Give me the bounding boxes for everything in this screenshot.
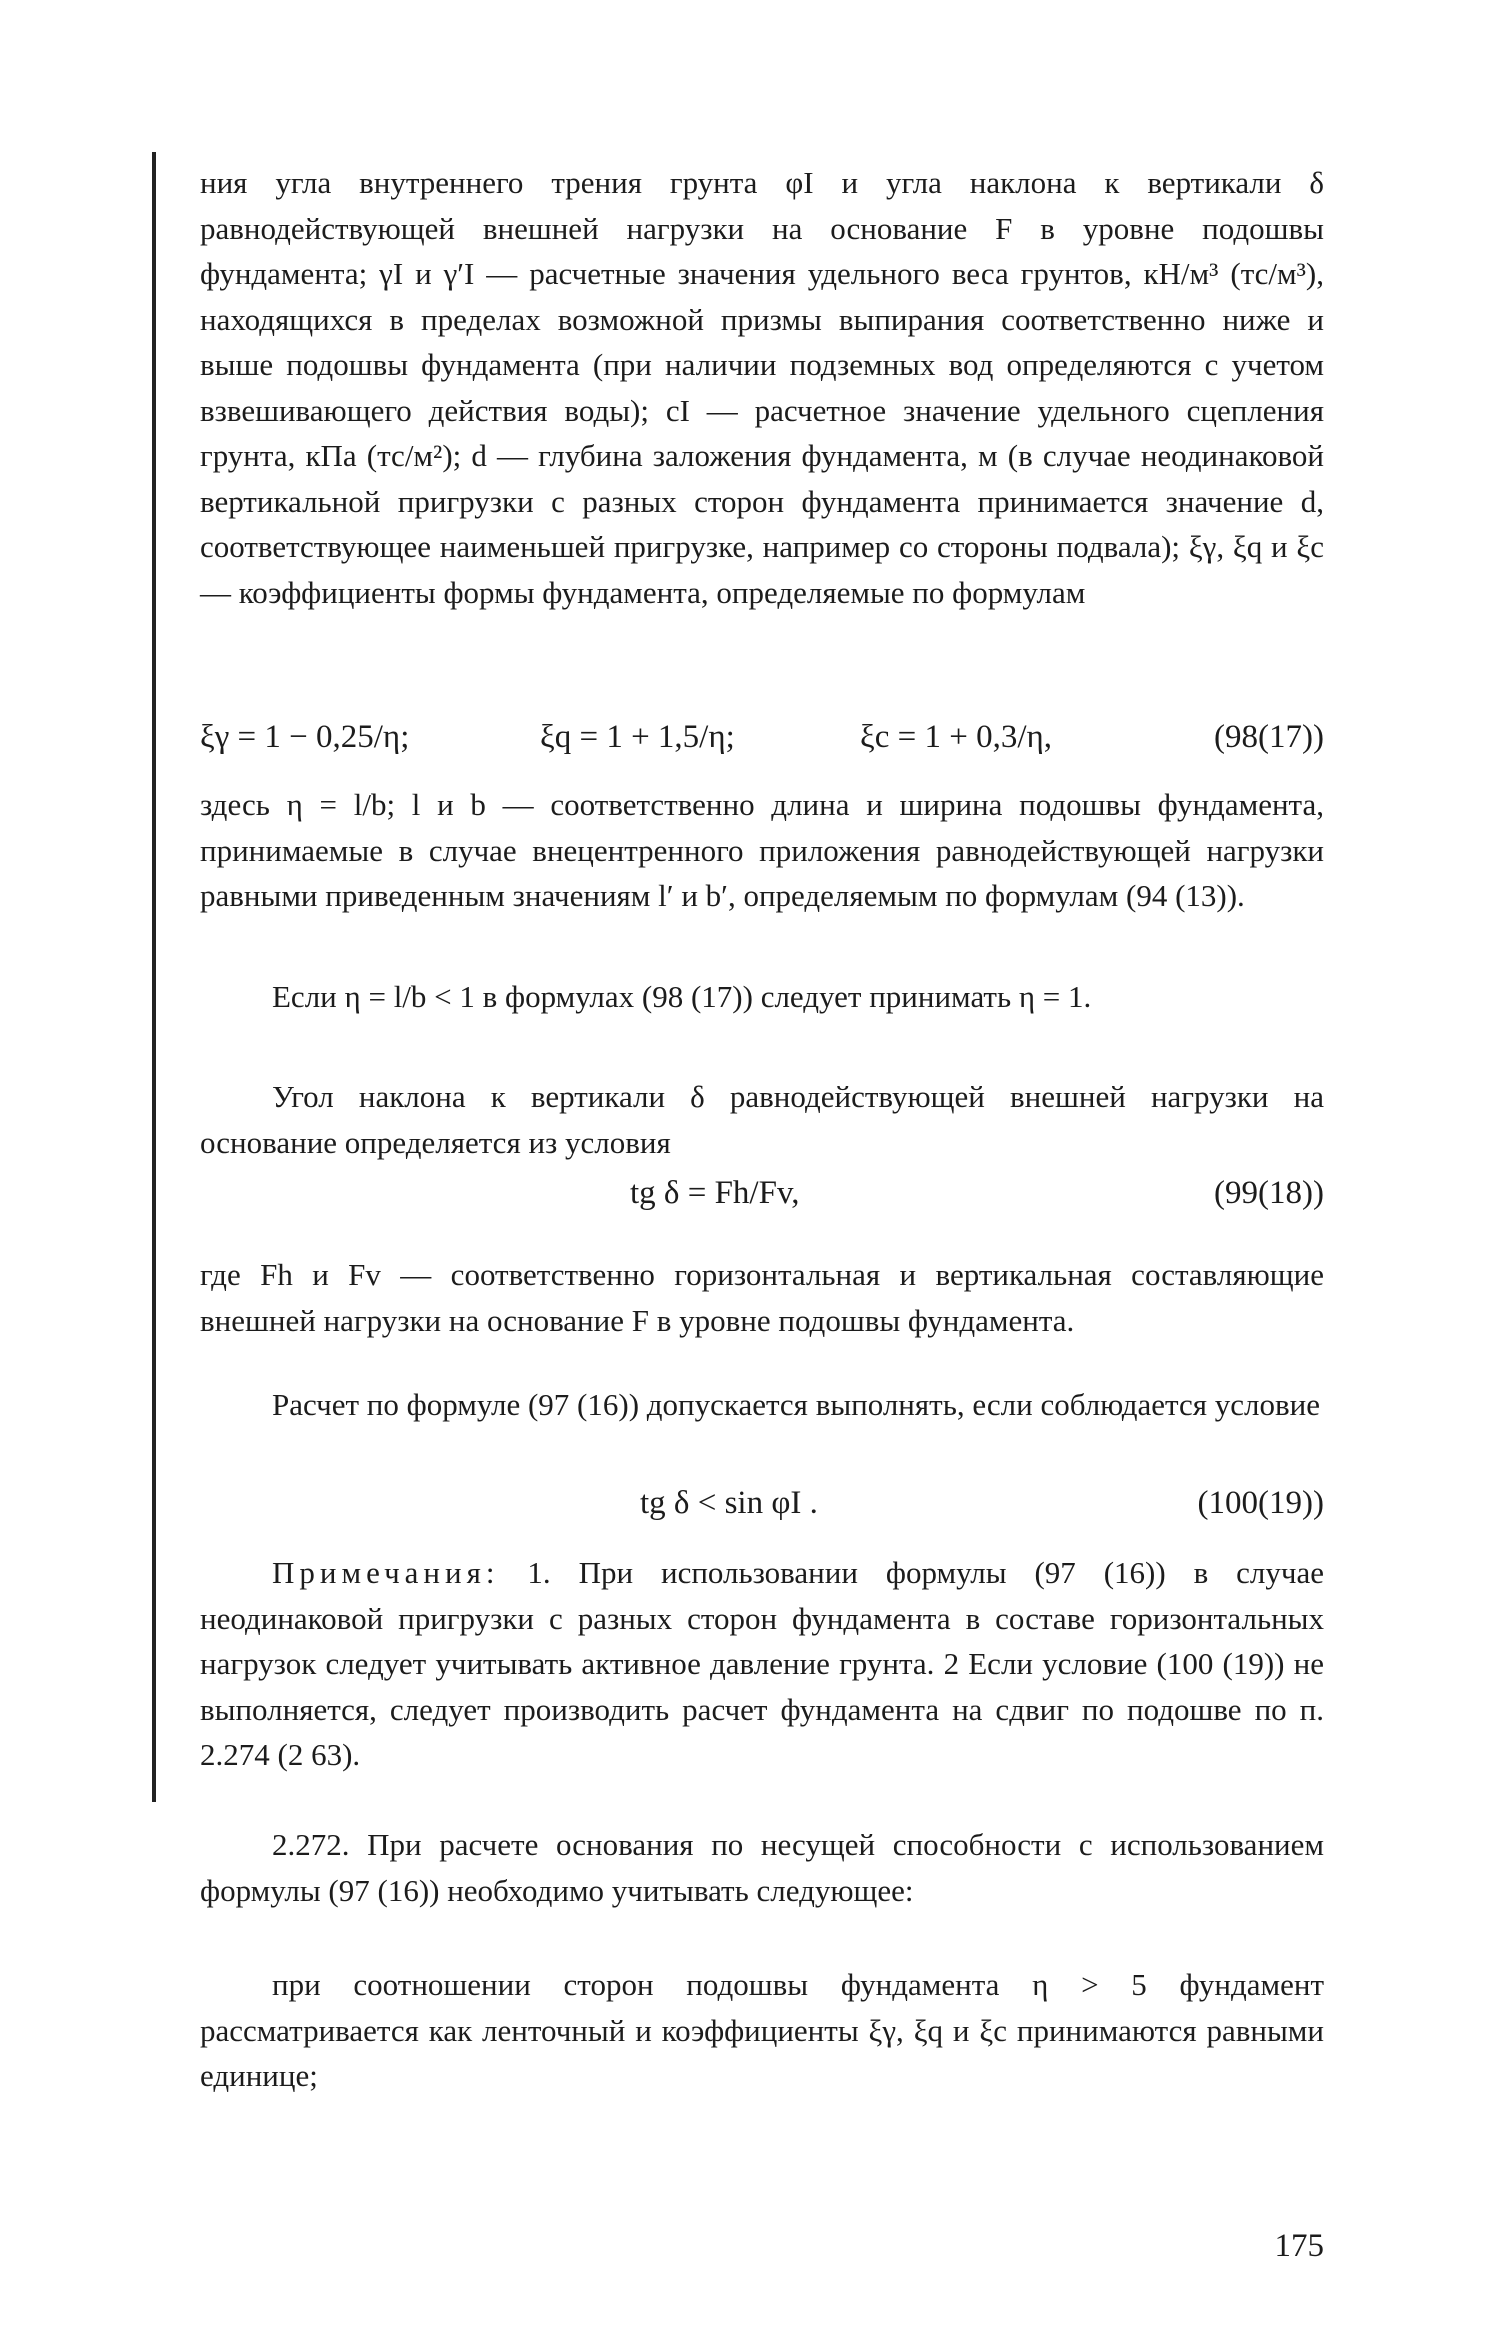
equation-99-expression: tg δ = Fh/Fv, (630, 1175, 800, 1211)
paragraph-definitions (200, 160, 1324, 615)
paragraph-force-components (200, 1252, 1324, 1343)
equation-98-number: (98(17)) (1214, 719, 1324, 755)
paragraph-calculation-condition (200, 1382, 1324, 1428)
angle-text: Угол наклона к вертикали δ равнодействующей внешней нагрузки на основание определяется из условия (200, 1079, 1324, 1160)
equation-98-xi-gamma: ξγ = 1 − 0,25/η; (200, 719, 410, 755)
equation-100-expression: tg δ < sin φI . (640, 1485, 818, 1521)
strip-foundation-text: при соотношении сторон подошвы фундамента η > 5 фундамент рассматривается как ленточный и коэффициенты ξγ, ξq и ξc принимаются равными единице; (200, 1967, 1324, 2093)
equation-99-number: (99(18)) (1214, 1175, 1324, 1211)
equation-98-xi-c: ξc = 1 + 0,3/η, (860, 719, 1053, 755)
calculation-condition-text: Расчет по формуле (97 (16)) допускается выполнять, если соблюдается условие (272, 1387, 1320, 1422)
equation-100-number: (100(19)) (1197, 1485, 1324, 1521)
equation-98-xi-q: ξq = 1 + 1,5/η; (540, 719, 735, 755)
equation-100 (200, 1478, 1324, 1528)
notes-label: Примечания: (272, 1555, 500, 1590)
paragraph-2-272 (200, 1822, 1324, 1913)
equation-98 (200, 712, 1324, 762)
section-2-272-text: 2.272. При расчете основания по несущей способности с использованием формулы (97 (16)) необходимо учитывать следующее: (200, 1827, 1324, 1908)
force-components-text: где Fh и Fv — соответственно горизонтальная и вертикальная составляющие внешней нагрузки на основание F в уровне подошвы фундамента. (200, 1257, 1324, 1338)
paragraph-notes (200, 1550, 1324, 1778)
paragraph-eta-definition (200, 782, 1324, 919)
margin-revision-bar (152, 152, 156, 1802)
definitions-text: ния угла внутреннего трения грунта φI и угла наклона к вертикали δ равнодействующей внешней нагрузки на основание F в уровне подошвы фундамента; γI и γ′I — расчетные значения удельного веса грунтов, кН/м³ (тс/м³), находящихся в пределах возможной призмы выпирания соответственно ниже и выше подошвы фундамента (при наличии подземных вод определяются с учетом взвешивающего действия воды); cI — расчетное значение удельного сцепления грунта, кПа (тс/м²); d — глубина заложения фундамента, м (в случае неодинаковой вертикальной пригрузки с разных сторон фундамента принимается значение d, соответствующее наименьшей пригрузке, например со стороны подвала); ξγ, ξq и ξc — коэффициенты формы фундамента, определяемые по формулам (200, 165, 1324, 610)
notes-text: 1. При использовании формулы (97 (16)) в случае неодинаковой пригрузки с разных сторон фундамента в составе горизонтальных нагрузок следует учитывать активное давление грунта. 2 Если условие (100 (19)) не выполняется, следует производить расчет фундамента на сдвиг по подошве по п. 2.274 (2 63). (200, 1555, 1324, 1772)
paragraph-eta-condition (200, 974, 1324, 1020)
eta-condition-text: Если η = l/b < 1 в формулах (98 (17)) следует принимать η = 1. (272, 979, 1092, 1014)
paragraph-angle (200, 1074, 1324, 1165)
page-number: 175 (1274, 2228, 1324, 2264)
eta-definition-text: здесь η = l/b; l и b — соответственно длина и ширина подошвы фундамента, принимаемые в случае внецентренного приложения равнодействующей нагрузки равными приведенным значениям l′ и b′, определяемым по формулам (94 (13)). (200, 787, 1324, 913)
equation-99 (200, 1168, 1324, 1218)
paragraph-strip-foundation (200, 1962, 1324, 2099)
